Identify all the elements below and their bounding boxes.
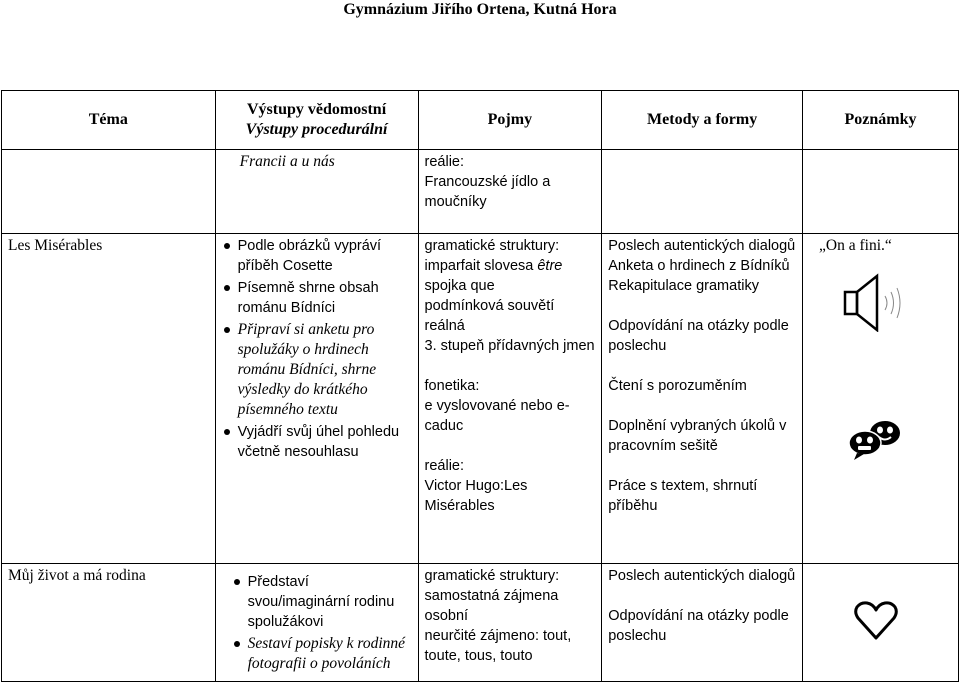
phonetics-text: e vyslovované nebo e-caduc: [424, 398, 570, 434]
grammar-item: spojka que: [424, 278, 495, 294]
outcomes-cell: [215, 564, 418, 682]
realia-text: Francouzské jídlo a: [424, 174, 551, 190]
curriculum-table: [1, 90, 959, 682]
outcomes-cell: [215, 234, 418, 564]
grammar-prefix: imparfait slovesa: [424, 258, 538, 274]
terms-cell: [418, 564, 602, 682]
header-notes: Poznámky: [803, 91, 959, 150]
header-terms: Pojmy: [418, 91, 602, 150]
topic-cell: Můj život a má rodina: [2, 564, 216, 682]
table-row: [2, 564, 959, 682]
notes-cell: [803, 234, 959, 564]
header-methods: Metody a formy: [602, 91, 803, 150]
grammar-item: 3. stupeň přídavných jmen: [424, 338, 595, 354]
terms-cell: [418, 234, 602, 564]
header-topic: Téma: [2, 91, 216, 150]
outcome-item: Představí svou/imaginární rodinu spolužákovi: [232, 572, 412, 632]
topic-cell: [2, 150, 216, 234]
outcome-item: Připraví si anketu pro spolužáky o hrdinech románu Bídníci, shrne výsledky do krátkého písemného textu: [222, 320, 412, 420]
outcome-item: Podle obrázků vypráví příběh Cosette: [222, 236, 412, 276]
outcomes-list: [232, 572, 412, 674]
grammar-item: podmínková souvětí reálná: [424, 298, 555, 334]
speaker-icon: [843, 272, 952, 338]
table-header-row: [2, 91, 959, 150]
realia-text: Victor Hugo:Les Misérables: [424, 478, 528, 514]
terms-cell: [418, 150, 602, 234]
method-item: Rekapitulace gramatiky: [608, 278, 759, 294]
method-item: Odpovídání na otázky podle poslechu: [608, 318, 789, 354]
method-item: Doplnění vybraných úkolů v pracovním sešitě: [608, 418, 787, 454]
method-item: Čtení s porozuměním: [608, 378, 747, 394]
grammar-verb: être: [537, 258, 563, 274]
grammar-item: [425, 256, 596, 276]
methods-cell: [602, 234, 803, 564]
notes-cell: [803, 564, 959, 682]
document-title: Gymnázium Jiřího Ortena, Kutná Hora: [343, 1, 617, 18]
outcome-item: Sestaví popisky k rodinné fotografii o povoláních: [232, 634, 412, 674]
realia-label: reálie:: [424, 458, 465, 474]
heart-icon: [853, 600, 952, 648]
method-item: Práce s textem, shrnutí příběhu: [608, 478, 758, 514]
topic-cell: Les Misérables: [2, 234, 216, 564]
header-outcomes-knowledge: Výstupy vědomostní: [247, 101, 387, 118]
grammar-item: neurčité zájmeno: tout, toute, tous, touto: [424, 628, 572, 664]
method-item: Odpovídání na otázky podle poslechu: [608, 608, 789, 644]
outcome-item: Francii a u nás: [239, 153, 335, 170]
grammar-item: samostatná zájmena osobní: [424, 588, 559, 624]
methods-cell: [602, 564, 803, 682]
header-outcomes-procedural: Výstupy procedurální: [245, 121, 388, 138]
outcome-item: Vyjádří svůj úhel pohledu včetně nesouhlasu: [222, 422, 412, 462]
methods-cell: [602, 150, 803, 234]
grammar-label: gramatické struktury:: [424, 568, 560, 584]
realia-label: reálie:: [424, 154, 465, 170]
chat-faces-icon: [845, 416, 952, 468]
outcomes-cell: [215, 150, 418, 234]
method-item: Poslech autentických dialogů: [608, 568, 796, 584]
table-row: [2, 150, 959, 234]
outcome-item: Písemně shrne obsah románu Bídníci: [222, 278, 412, 318]
table-row: [2, 234, 959, 564]
method-item: Anketa o hrdinech z Bídníků: [608, 258, 790, 274]
note-quote: „On a fini.“: [819, 237, 892, 254]
realia-text: moučníky: [424, 194, 487, 210]
header-outcomes: [215, 91, 418, 150]
notes-cell: [803, 150, 959, 234]
outcomes-list: [222, 236, 412, 462]
method-item: Poslech autentických dialogů: [608, 238, 796, 254]
grammar-label: gramatické struktury:: [424, 238, 560, 254]
phonetics-label: fonetika:: [424, 378, 480, 394]
